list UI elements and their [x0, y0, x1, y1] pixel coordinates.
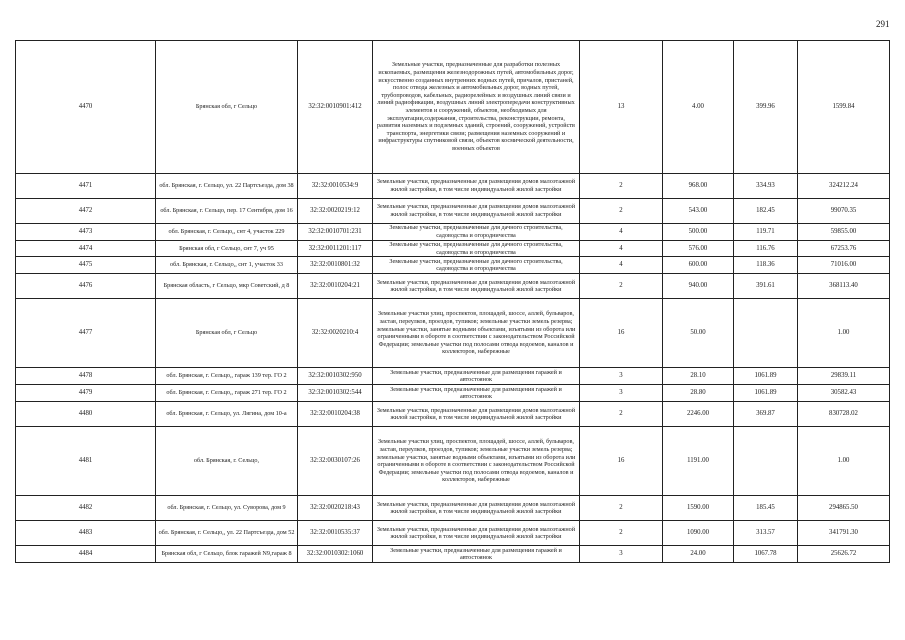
table-row — [16, 402, 890, 427]
cadastral-number-cell: 32:32:0010204:38 — [298, 402, 373, 427]
cadastral-number-cell: 32:32:0010302:950 — [298, 368, 373, 385]
specific-value-cell: 116.76 — [734, 241, 798, 257]
area-cell: 500.00 — [663, 224, 734, 241]
address-cell: Брянская область, г Сельцо, мкр Советский, д 8 — [156, 274, 298, 299]
address-cell: Брянская обл, г Сельцо, снт 7, уч 95 — [156, 241, 298, 257]
land-use-cell: Земельные участки, предназначенные для размещения домов малоэтажной жилой застройки, в том числе индивидуальной жилой застройки — [373, 199, 580, 224]
group-cell: 3 — [580, 368, 663, 385]
specific-value-cell: 399.96 — [734, 41, 798, 174]
land-use-cell: Земельные участки, предназначенные для размещения гаражей и автостоянок — [373, 546, 580, 563]
group-cell: 4 — [580, 224, 663, 241]
cadastral-number-cell: 32:32:0020218:43 — [298, 496, 373, 521]
group-cell: 2 — [580, 402, 663, 427]
area-cell: 543.00 — [663, 199, 734, 224]
specific-value-cell: 1061.89 — [734, 385, 798, 402]
land-use-cell: Земельные участки улиц, проспектов, площадей, шоссе, аллей, бульваров, застав, переулков, проездов, тупиков; земельные участки земель резерва; земельные участки, занятые водными объектами, изъятыми из оборота или ограниченными в обороте в соответствии с законодательством Российской Федерации; земельные участки под полосами отвода водоемов, каналов и коллекторов, набережные — [373, 427, 580, 496]
specific-value-cell: 182.45 — [734, 199, 798, 224]
area-cell: 2246.00 — [663, 402, 734, 427]
land-use-cell: Земельные участки, предназначенные для размещения домов малоэтажной жилой застройки, в том числе индивидуальной жилой застройки — [373, 496, 580, 521]
cadastral-value-cell: 324212.24 — [798, 174, 890, 199]
address-cell: обл. Брянская, г. Сельцо,, снт 1, участок 33 — [156, 257, 298, 274]
land-use-cell: Земельные участки, предназначенные для размещения домов малоэтажной жилой застройки, в том числе индивидуальной жилой застройки — [373, 402, 580, 427]
address-cell: Брянская обл, г Сельцо — [156, 299, 298, 368]
address-cell: обл. Брянская, г. Сельцо,, снт 4, участок 229 — [156, 224, 298, 241]
row-number: 4481 — [16, 427, 156, 496]
row-number: 4470 — [16, 41, 156, 174]
group-cell: 2 — [580, 496, 663, 521]
cadastral-value-cell: 25626.72 — [798, 546, 890, 563]
table-row — [16, 41, 890, 174]
area-cell: 600.00 — [663, 257, 734, 274]
specific-value-cell: 313.57 — [734, 521, 798, 546]
land-use-cell: Земельные участки, предназначенные для дачного строительства, садоводства и огородничества — [373, 224, 580, 241]
cadastral-value-cell: 99070.35 — [798, 199, 890, 224]
area-cell: 576.00 — [663, 241, 734, 257]
address-cell: обл. Брянская, г. Сельцо,, гараж 271 тер. ГО 2 — [156, 385, 298, 402]
land-use-cell: Земельные участки, предназначенные для размещения гаражей и автостоянок — [373, 385, 580, 402]
address-cell: обл. Брянская, г. Сельцо, ул. Суворова, дом 9 — [156, 496, 298, 521]
group-cell: 2 — [580, 199, 663, 224]
area-cell: 968.00 — [663, 174, 734, 199]
group-cell: 2 — [580, 274, 663, 299]
cadastral-number-cell: 32:32:0010302:1060 — [298, 546, 373, 563]
address-cell: Брянская обл, г Сельцо — [156, 41, 298, 174]
address-cell: обл. Брянская, г. Сельцо,, ул. 22 Партсъезда, дом 52 — [156, 521, 298, 546]
address-cell: обл. Брянская, г. Сельцо, — [156, 427, 298, 496]
table-row — [16, 521, 890, 546]
area-cell: 1191.00 — [663, 427, 734, 496]
table-row — [16, 546, 890, 563]
cadastral-number-cell: 32:32:0010534:9 — [298, 174, 373, 199]
group-cell: 3 — [580, 385, 663, 402]
area-cell: 1590.00 — [663, 496, 734, 521]
land-use-cell: Земельные участки, предназначенные для размещения домов малоэтажной жилой застройки, в том числе индивидуальной жилой застройки — [373, 174, 580, 199]
row-number: 4475 — [16, 257, 156, 274]
specific-value-cell: 118.36 — [734, 257, 798, 274]
area-cell: 50.00 — [663, 299, 734, 368]
area-cell: 4.00 — [663, 41, 734, 174]
cadastral-number-cell: 32:32:0010535:37 — [298, 521, 373, 546]
table-row — [16, 299, 890, 368]
row-number: 4471 — [16, 174, 156, 199]
page-number: 291 — [876, 19, 890, 29]
row-number: 4473 — [16, 224, 156, 241]
cadastral-number-cell: 32:32:0011201:117 — [298, 241, 373, 257]
group-cell: 16 — [580, 427, 663, 496]
address-cell: обл. Брянская, г. Сельцо, пер. 17 Сентября, дом 16 — [156, 199, 298, 224]
address-cell: Брянская обл, г Сельцо, блок гаражей N9,гараж 8 — [156, 546, 298, 563]
row-number: 4480 — [16, 402, 156, 427]
table-row — [16, 496, 890, 521]
row-number: 4474 — [16, 241, 156, 257]
table-row — [16, 199, 890, 224]
cadastral-value-cell: 30582.43 — [798, 385, 890, 402]
cadastral-value-cell: 71016.00 — [798, 257, 890, 274]
row-number: 4484 — [16, 546, 156, 563]
cadastral-number-cell: 32:32:0010801:32 — [298, 257, 373, 274]
table-row — [16, 174, 890, 199]
row-number: 4476 — [16, 274, 156, 299]
cadastral-value-cell: 830728.02 — [798, 402, 890, 427]
row-number: 4483 — [16, 521, 156, 546]
area-cell: 1090.00 — [663, 521, 734, 546]
land-use-cell: Земельные участки, предназначенные для размещения гаражей и автостоянок — [373, 368, 580, 385]
address-cell: обл. Брянская, г. Сельцо, ул. 22 Партсъезда, дом 38 — [156, 174, 298, 199]
cadastral-value-cell: 1.00 — [798, 299, 890, 368]
cadastral-number-cell: 32:32:0010204:21 — [298, 274, 373, 299]
group-cell: 2 — [580, 521, 663, 546]
land-use-cell: Земельные участки, предназначенные для размещения домов малоэтажной жилой застройки, в том числе индивидуальной жилой застройки — [373, 274, 580, 299]
cadastral-number-cell: 32:32:0020219:12 — [298, 199, 373, 224]
row-number: 4477 — [16, 299, 156, 368]
area-cell: 940.00 — [663, 274, 734, 299]
cadastral-number-cell: 32:32:0010302:544 — [298, 385, 373, 402]
cadastral-value-cell: 1.00 — [798, 427, 890, 496]
cadastral-value-cell: 341791.30 — [798, 521, 890, 546]
area-cell: 28.10 — [663, 368, 734, 385]
address-cell: обл. Брянская, г. Сельцо,, гараж 139 тер. ГО 2 — [156, 368, 298, 385]
cadastral-value-cell: 294865.50 — [798, 496, 890, 521]
specific-value-cell: 334.93 — [734, 174, 798, 199]
table-body — [16, 41, 890, 563]
cadastral-number-cell: 32:32:0010701:231 — [298, 224, 373, 241]
specific-value-cell: 1061.89 — [734, 368, 798, 385]
land-use-cell: Земельные участки, предназначенные для дачного строительства, садоводства и огородничества — [373, 257, 580, 274]
row-number: 4472 — [16, 199, 156, 224]
group-cell: 3 — [580, 546, 663, 563]
specific-value-cell — [734, 299, 798, 368]
cadastral-value-cell: 59855.00 — [798, 224, 890, 241]
group-cell: 4 — [580, 241, 663, 257]
specific-value-cell: 119.71 — [734, 224, 798, 241]
cadastral-value-cell: 67253.76 — [798, 241, 890, 257]
group-cell: 2 — [580, 174, 663, 199]
cadastral-value-cell: 368113.40 — [798, 274, 890, 299]
group-cell: 4 — [580, 257, 663, 274]
group-cell: 16 — [580, 299, 663, 368]
cadastral-register-table — [15, 40, 890, 563]
cadastral-value-cell: 1599.84 — [798, 41, 890, 174]
cadastral-number-cell: 32:32:0010901:412 — [298, 41, 373, 174]
table-row — [16, 368, 890, 385]
specific-value-cell — [734, 427, 798, 496]
group-cell: 13 — [580, 41, 663, 174]
row-number: 4482 — [16, 496, 156, 521]
row-number: 4479 — [16, 385, 156, 402]
land-use-cell: Земельные участки, предназначенные для дачного строительства, садоводства и огородничества — [373, 241, 580, 257]
table-row — [16, 274, 890, 299]
row-number: 4478 — [16, 368, 156, 385]
specific-value-cell: 369.87 — [734, 402, 798, 427]
address-cell: обл. Брянская, г. Сельцо, ул. Лягина, дом 10-а — [156, 402, 298, 427]
area-cell: 28.80 — [663, 385, 734, 402]
table-row — [16, 427, 890, 496]
table-row — [16, 385, 890, 402]
specific-value-cell: 185.45 — [734, 496, 798, 521]
cadastral-number-cell: 32:32:0020210:4 — [298, 299, 373, 368]
area-cell: 24.00 — [663, 546, 734, 563]
land-use-cell: Земельные участки улиц, проспектов, площадей, шоссе, аллей, бульваров, застав, переулков, проездов, тупиков; земельные участки земель резерва; земельные участки, занятые водными объектами, изъятыми из оборота или ограниченными в обороте в соответствии с законодательством Российской Федерации; земельные участки под полосами отвода водоемов, каналов и коллекторов, набережные — [373, 299, 580, 368]
cadastral-value-cell: 29839.11 — [798, 368, 890, 385]
land-use-cell: Земельные участки, предназначенные для разработки полезных ископаемых, размещения железнодорожных путей, автомобильных дорог, искусственно созданных внутренних водных путей, причалов, пристаней, полос отвода железных и автомобильных дорог, водных путей, трубопроводов, кабельных, радиорелейных и воздушных линий связи и линий радиофикации, воздушных линий электропередачи конструктивных элементов и сооружений, объектов, необходимых для эксплуатации,содержания, строительства, реконструкции, ремонта, развития наземных и подземных зданий, строений, сооружений, устройств транспорта, энергетики связи; размещения наземных сооружений и инфраструктуры спутниковой связи, объектов космической деятельности, военных объектов — [373, 41, 580, 174]
land-use-cell: Земельные участки, предназначенные для размещения домов малоэтажной жилой застройки, в том числе индивидуальной жилой застройки — [373, 521, 580, 546]
table-row — [16, 257, 890, 274]
cadastral-number-cell: 32:32:0030107:26 — [298, 427, 373, 496]
table-row — [16, 241, 890, 257]
table-row — [16, 224, 890, 241]
specific-value-cell: 1067.78 — [734, 546, 798, 563]
specific-value-cell: 391.61 — [734, 274, 798, 299]
